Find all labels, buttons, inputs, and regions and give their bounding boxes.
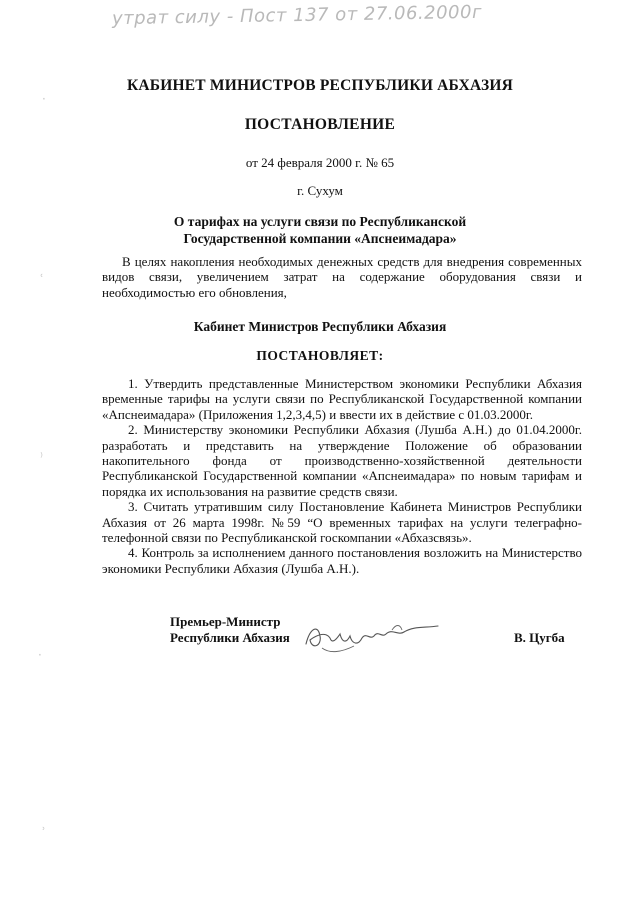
signatory-title bbox=[170, 614, 290, 645]
signatory-name: В. Цугба bbox=[514, 630, 565, 645]
scan-speck: ʾ bbox=[42, 825, 46, 839]
handwritten-annotation: утрат силу - Пост 137 от 27.06.2000г bbox=[111, 1, 483, 30]
preamble-text: В целях накопления необходимых денежных средств для внедрения современных видов связи, увеличением затрат на содержание оборудования связи и необходимостью его обновления, bbox=[102, 254, 582, 300]
signatory-title-line: Премьер-Министр bbox=[170, 614, 281, 629]
document-type: ПОСТАНОВЛЕНИЕ bbox=[244, 116, 396, 133]
resolution-item: 4. Контроль за исполнением данного постановления возложить на Министерство экономики Республики Абхазия (Лушба А.Н.). bbox=[102, 545, 582, 576]
handwritten-signature bbox=[296, 610, 476, 658]
issuing-body: КАБИНЕТ МИНИСТРОВ РЕСПУБЛИКИ АБХАЗИЯ bbox=[126, 77, 514, 94]
subject-line: Государственной компании «Апснеимадара» bbox=[183, 231, 457, 246]
resolution-item: 2. Министерству экономики Республики Абхазия (Лушба А.Н.) до 01.04.2000г. разработать и представить на утверждение Положение об образовании накопительного фонда от производственно-хозяйственной деятельности Республиканской Государственной компании «Апснеимадара» по новым тарифам и порядка их использования на развитие средств связи. bbox=[102, 422, 582, 499]
scan-speck: ⁾ bbox=[40, 450, 43, 464]
cabinet-heading: Кабинет Министров Республики Абхазия bbox=[193, 319, 447, 334]
resolves-heading: ПОСТАНОВЛЯЕТ: bbox=[256, 348, 384, 363]
signatory-title-line: Республики Абхазия bbox=[170, 629, 290, 645]
resolution-items bbox=[102, 376, 582, 576]
resolution-item: 1. Утвердить представленные Министерством экономики Республики Абхазия временные тарифы на услуги связи по Республиканской Государственной компании «Апснеимадара» (Приложения 1,2,3,4,5) и ввести их в действие с 01.03.2000г. bbox=[102, 376, 582, 422]
preamble bbox=[102, 254, 582, 300]
document-city: г. Сухум bbox=[297, 183, 343, 198]
document-date: от 24 февраля 2000 г. № 65 bbox=[245, 155, 395, 170]
subject-line: О тарифах на услуги связи по Республиканской bbox=[173, 214, 467, 229]
scan-speck: ʿ bbox=[40, 272, 44, 286]
scan-speck: · bbox=[38, 648, 42, 662]
document-subject bbox=[0, 213, 640, 247]
scan-speck: · bbox=[42, 92, 46, 106]
resolution-item: 3. Считать утратившим силу Постановление Кабинета Министров Республики Абхазия от 26 марта 1998г. №59 “О временных тарифах на услуги телеграфно-телефонной связи по Республиканской госкомпании «Абхазсвязь». bbox=[102, 499, 582, 546]
